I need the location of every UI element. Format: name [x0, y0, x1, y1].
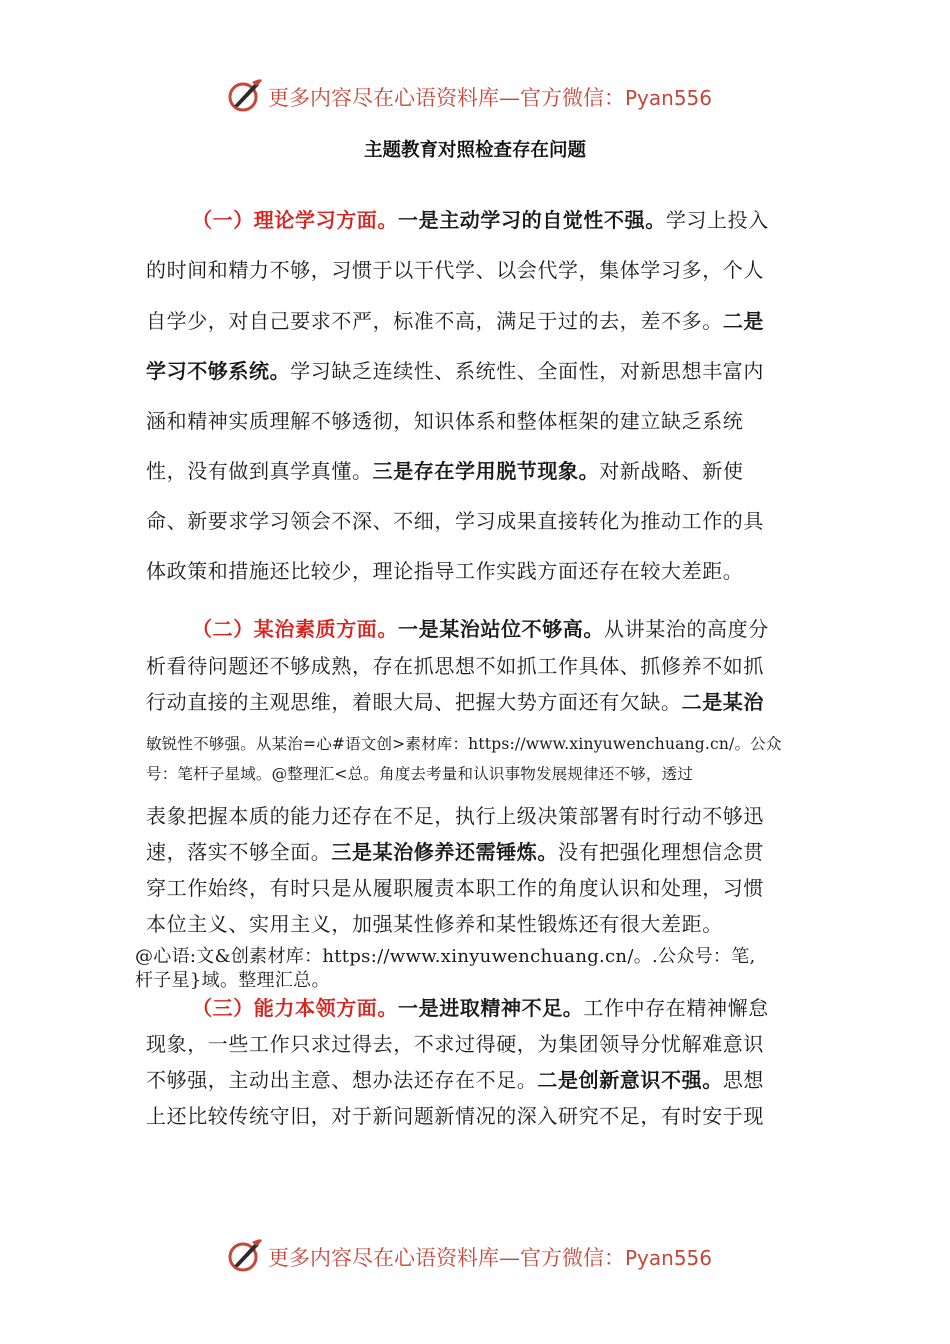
- text-line: [192, 992, 769, 1021]
- text-run: 自学少，对自己要求不严，标准不高，满足于过的去，差不多。: [146, 309, 723, 333]
- text-line: [146, 872, 764, 901]
- quill-logo-icon: [226, 1236, 264, 1274]
- text-line: [146, 730, 782, 754]
- text-line: [146, 908, 723, 937]
- text-run: 号：笔杆子星域。@整理汇<总。角度去考量和认识事物发展规律还不够，透过: [146, 765, 693, 783]
- text-line: [135, 942, 756, 968]
- text-line: [146, 760, 693, 784]
- text-line: [146, 355, 764, 384]
- text-run: 上还比较传统守旧，对于新问题新情况的深入研究不足，有时安于现: [146, 1104, 764, 1128]
- bold-point: 三是存在学用脱节现象。: [372, 459, 600, 483]
- bold-point: 学习不够系统。: [146, 359, 291, 383]
- text-line: [146, 305, 764, 334]
- text-run: 穿工作始终，有时只是从履职履责本职工作的角度认识和处理，习惯: [146, 876, 764, 900]
- bold-point: 一是某治站位不够高。: [398, 617, 604, 641]
- text-run: 工作中存在精神懈怠: [583, 996, 769, 1020]
- text-run: @心语:文&创素材库：https://www.xinyuwenchuang.cn/。.公众号：笔,: [135, 946, 756, 967]
- text-line: [192, 204, 769, 233]
- text-line: [192, 613, 769, 642]
- bold-point: 二是创新意识不强。: [537, 1068, 723, 1092]
- text-line: [146, 686, 764, 715]
- text-run: 现象，一些工作只求过得去，不求过得硬，为集团领导分忧解难意识: [146, 1032, 764, 1056]
- text-run: 学习上投入: [665, 208, 769, 232]
- text-line: [146, 650, 764, 679]
- text-line: [146, 455, 743, 484]
- text-line: [135, 966, 330, 992]
- text-run: 对新战略、新使: [599, 459, 744, 483]
- text-run: 性，没有做到真学真懂。: [146, 459, 373, 483]
- document-title: 主题教育对照检查存在问题: [363, 140, 586, 161]
- text-run: 涵和精神实质理解不够透彻，知识体系和整体框架的建立缺乏系统: [146, 409, 744, 433]
- text-line: [146, 1064, 764, 1093]
- bold-point: 一是主动学习的自觉性不强。: [398, 208, 666, 232]
- text-run: 体政策和措施还比较少，理论指导工作实践方面还存在较大差距。: [146, 559, 744, 583]
- text-run: 速，落实不够全面。: [146, 840, 332, 864]
- section-heading: （一）理论学习方面。: [192, 208, 398, 232]
- banner-text: 更多内容尽在心语资料库—官方微信：Pyan556: [268, 86, 713, 110]
- text-line: [146, 505, 764, 534]
- text-run: 表象把握本质的能力还存在不足，执行上级决策部署有时行动不够迅: [146, 804, 764, 828]
- bold-point: 三是某治修养还需锤炼。: [331, 840, 559, 864]
- text-run: 敏锐性不够强。从某治=心#语文创>素材库：https://www.xinyuwenchuang.cn/。公众: [146, 735, 782, 753]
- text-run: 本位主义、实用主义，加强某性修养和某性锻炼还有很大差距。: [146, 912, 723, 936]
- text-line: [146, 1100, 764, 1129]
- text-line: [146, 254, 764, 283]
- text-line: [146, 405, 743, 434]
- text-line: [146, 555, 743, 584]
- text-run: 析看待问题还不够成熟，存在抓思想不如抓工作具体、抓修养不如抓: [146, 654, 764, 678]
- section-heading: （三）能力本领方面。: [192, 996, 398, 1020]
- text-run: 不够强，主动出主意、想办法还存在不足。: [146, 1068, 538, 1092]
- quill-logo-icon: [226, 76, 264, 114]
- text-run: 没有把强化理想信念贯: [558, 840, 765, 864]
- bold-point: 二是某治: [681, 690, 765, 714]
- text-run: 命、新要求学习领会不深、不细，学习成果直接转化为推动工作的具: [146, 509, 764, 533]
- text-run: 行动直接的主观思维，着眼大局、把握大势方面还有欠缺。: [146, 690, 682, 714]
- bold-point: 一是进取精神不足。: [398, 996, 584, 1020]
- section-heading: （二）某治素质方面。: [192, 617, 398, 641]
- text-line: [146, 800, 764, 829]
- text-line: [146, 836, 764, 865]
- text-run: 杆子星}域。整理汇总。: [135, 970, 330, 991]
- text-run: 学习缺乏连续性、系统性、全面性，对新思想丰富内: [290, 359, 765, 383]
- text-line: [146, 1028, 764, 1057]
- text-run: 的时间和精力不够，习惯于以干代学、以会代学，集体学习多，个人: [146, 258, 764, 282]
- bottom-banner: [0, 1236, 950, 1276]
- text-run: 从讲某治的高度分: [604, 617, 769, 641]
- text-run: 思想: [722, 1068, 765, 1092]
- top-banner: [0, 76, 950, 116]
- bold-point: 二是: [722, 309, 765, 333]
- banner-text: 更多内容尽在心语资料库—官方微信：Pyan556: [268, 1246, 713, 1270]
